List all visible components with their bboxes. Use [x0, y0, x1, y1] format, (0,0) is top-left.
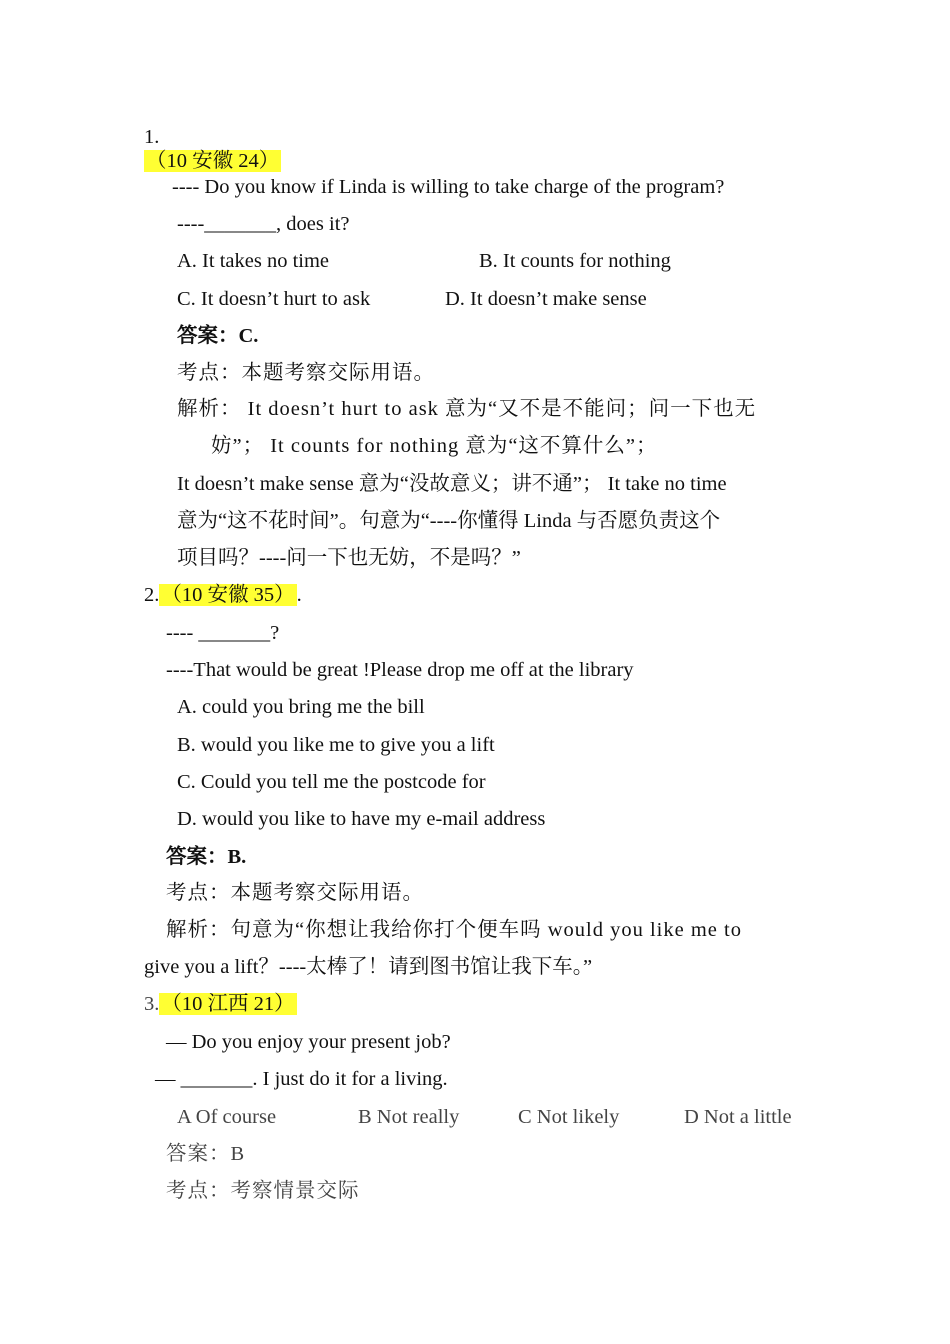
q3-heading — [144, 992, 297, 1016]
q3-number: 3. — [144, 993, 160, 1015]
q3-option-d: D Not a little — [684, 1106, 792, 1128]
q1-response: ----_______, does it? — [177, 213, 350, 235]
q2-answer-text: 答案：B. — [166, 846, 247, 868]
q1-stem: ---- Do you know if Linda is willing to take charge of the program? — [172, 176, 725, 198]
q2-analysis-line-2: give you a lift？----太棒了！请到图书馆让我下车。” — [144, 956, 593, 978]
q1-analysis-line-1: 解析： It doesn’t hurt to ask 意为“又不是不能问；问一下也无 — [177, 398, 757, 420]
q1-answer-text: 答案：C. — [177, 325, 259, 347]
q2-response: ----That would be great !Please drop me off at the library — [166, 659, 634, 681]
q2-option-d: D. would you like to have my e-mail address — [177, 808, 546, 830]
q2-source-highlight: （10 安徽 35） — [161, 584, 295, 606]
q2-trail: . — [296, 584, 302, 606]
q3-option-a: A Of course — [177, 1106, 277, 1128]
q3-answer: 答案：B — [166, 1143, 246, 1165]
q2-option-c: C. Could you tell me the postcode for — [177, 771, 486, 793]
q1-answer — [177, 324, 258, 348]
q1-source-highlight: （10 安徽 24） — [146, 150, 280, 172]
q1-option-b: B. It counts for nothing — [479, 250, 671, 272]
q1-option-a: A. It takes no time — [177, 250, 330, 272]
q3-option-c: C Not likely — [518, 1106, 620, 1128]
q2-stem: ---- _______? — [166, 622, 280, 644]
q1-analysis-line-4: 意为“这不花时间”。句意为“----你懂得 Linda 与否愿负责这个 — [177, 510, 721, 532]
q2-option-b: B. would you like me to give you a lift — [177, 734, 495, 756]
q3-point: 考点：考察情景交际 — [166, 1180, 360, 1202]
q3-option-b: B Not really — [358, 1106, 460, 1128]
q1-analysis-line-2: 妨”； It counts for nothing 意为“这不算什么”； — [211, 435, 658, 457]
q2-option-a: A. could you bring me the bill — [177, 696, 425, 718]
q3-source-highlight: （10 江西 21） — [161, 993, 295, 1015]
q3-response: — _______. I just do it for a living. — [155, 1068, 448, 1090]
q1-analysis-line-3: It doesn’t make sense 意为“没故意义；讲不通”； It take no time — [177, 473, 727, 495]
q1-option-d: D. It doesn’t make sense — [445, 288, 647, 310]
q1-analysis-line-5: 项目吗？----问一下也无妨，不是吗？” — [177, 547, 521, 569]
q2-heading — [144, 583, 302, 607]
q2-point: 考点：本题考察交际用语。 — [166, 882, 424, 904]
q3-stem: — Do you enjoy your present job? — [166, 1031, 451, 1053]
q2-analysis-line-1: 解析：句意为“你想让我给你打个便车吗 would you like me to — [166, 919, 742, 941]
q2-number: 2. — [144, 584, 160, 606]
q1-number: 1. — [144, 126, 160, 148]
q1-option-c: C. It doesn’t hurt to ask — [177, 288, 371, 310]
q2-answer — [166, 845, 246, 869]
q1-source — [144, 149, 281, 173]
q1-point: 考点：本题考察交际用语。 — [177, 362, 435, 384]
